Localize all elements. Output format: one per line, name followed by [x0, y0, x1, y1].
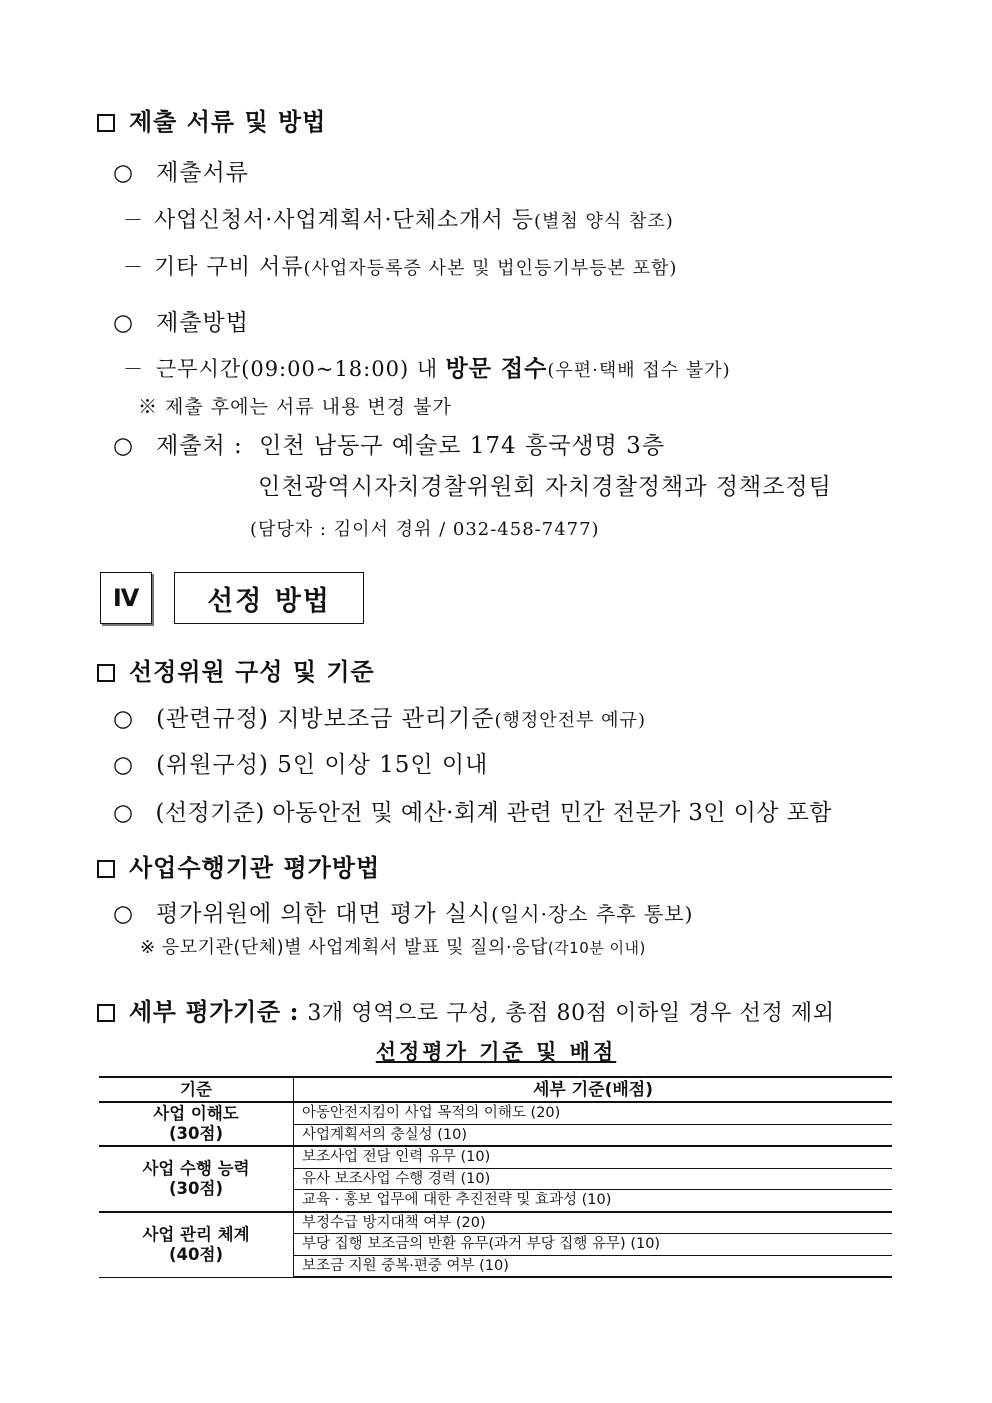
table-header-row	[99, 1077, 892, 1102]
detail-cell: 아동안전지킴이 사업 목적의 이해도 (20)	[294, 1102, 893, 1124]
group-name: 사업 수행 능력	[142, 1158, 250, 1178]
circle-bullet-icon: ○	[113, 800, 134, 826]
header-details: 세부 기준(배점)	[294, 1077, 893, 1102]
chapter-number: Ⅳ	[100, 572, 152, 624]
table-row	[99, 1212, 892, 1234]
checkbox-square-icon	[97, 664, 115, 682]
committee-item-3: ○ (선정기준) 아동안전 및 예산·회계 관련 민간 전문가 3인 이상 포함	[113, 800, 832, 826]
detail-heading: 세부 평가기준 : 3개 영역으로 구성, 총점 80점 이하일 경우 선정 제외	[97, 992, 835, 1027]
evaluation-note: ※ 응모기관(단체)별 사업계획서 발표 및 질의·응답(각10분 이내)	[140, 937, 646, 958]
evaluation-item: ○ 평가위원에 의한 대면 평가 실시(일시·장소 추후 통보)	[113, 901, 694, 927]
dash-bullet-icon: －	[123, 357, 144, 381]
criteria-table	[99, 1076, 892, 1278]
detail-cell: 보조금 지원 중복·편중 여부 (10)	[294, 1255, 893, 1277]
group-score: (40점)	[169, 1244, 223, 1264]
table-title: 선정평가 기준 및 배점	[375, 1040, 617, 1064]
circle-bullet-icon: ○	[113, 433, 135, 459]
committee-heading: 선정위원 구성 및 기준	[97, 652, 375, 687]
committee-item-1: ○ (관련규정) 지방보조금 관리기준(행정안전부 예규)	[113, 706, 646, 732]
circle-bullet-icon: ○	[113, 310, 135, 336]
circle-bullet-icon: ○	[113, 901, 135, 927]
committee-item-2: ○ (위원구성) 5인 이상 15인 이내	[113, 752, 489, 778]
method-note: ※ 제출 후에는 서류 내용 변경 불가	[138, 396, 452, 418]
circle-bullet-icon: ○	[113, 706, 135, 732]
circle-bullet-icon: ○	[113, 160, 135, 186]
table-row	[99, 1146, 892, 1168]
group-name: 사업 이해도	[153, 1104, 239, 1123]
checkbox-square-icon	[97, 1004, 115, 1022]
group-name-cell	[99, 1102, 294, 1146]
group-name: 사업 관리 체계	[142, 1224, 250, 1244]
place-line-2: 인천광역시자치경찰위원회 자치경찰정책과 정책조정팀	[258, 474, 832, 500]
submit-heading: 제출 서류 및 방법	[97, 102, 326, 137]
place-line-1: ○ 제출처 : 인천 남동구 예술로 174 흥국생명 3층	[113, 433, 666, 459]
dash-bullet-icon: －	[123, 255, 144, 279]
group-score: (30점)	[169, 1124, 223, 1143]
detail-cell: 부당 집행 보조금의 반환 유무(과거 부당 집행 유무) (10)	[294, 1234, 893, 1256]
checkbox-square-icon	[97, 860, 115, 878]
docs-item-2: － 기타 구비 서류(사업자등록증 사본 및 법인등기부등본 포함)	[123, 255, 678, 280]
docs-item-1: － 사업신청서·사업계획서·단체소개서 등(별첨 양식 참조)	[123, 208, 674, 233]
group-name-cell	[99, 1146, 294, 1212]
evaluation-heading: 사업수행기관 평가방법	[97, 848, 380, 883]
detail-cell: 보조사업 전담 인력 유무 (10)	[294, 1146, 893, 1168]
group-name-cell	[99, 1212, 294, 1278]
chapter-title: 선정 방법	[174, 572, 364, 624]
contact-info: (담당자 : 김이서 경위 / 032-458-7477)	[250, 519, 600, 540]
circle-bullet-icon: ○	[113, 752, 135, 778]
group-score: (30점)	[169, 1178, 223, 1198]
detail-cell: 유사 보조사업 수행 경력 (10)	[294, 1168, 893, 1190]
method-item: － 근무시간(09:00~18:00) 내 방문 접수(우편·택배 접수 불가)	[123, 355, 731, 382]
docs-label: ○ 제출서류	[113, 160, 249, 186]
checkbox-square-icon	[97, 114, 115, 132]
detail-cell: 부정수급 방지대책 여부 (20)	[294, 1212, 893, 1234]
dash-bullet-icon: －	[123, 208, 144, 232]
method-label: ○ 제출방법	[113, 310, 249, 336]
header-criteria: 기준	[99, 1077, 294, 1102]
detail-cell: 사업계획서의 충실성 (10)	[294, 1124, 893, 1146]
detail-cell: 교육 · 홍보 업무에 대한 추진전략 및 효과성 (10)	[294, 1190, 893, 1212]
table-row	[99, 1102, 892, 1124]
